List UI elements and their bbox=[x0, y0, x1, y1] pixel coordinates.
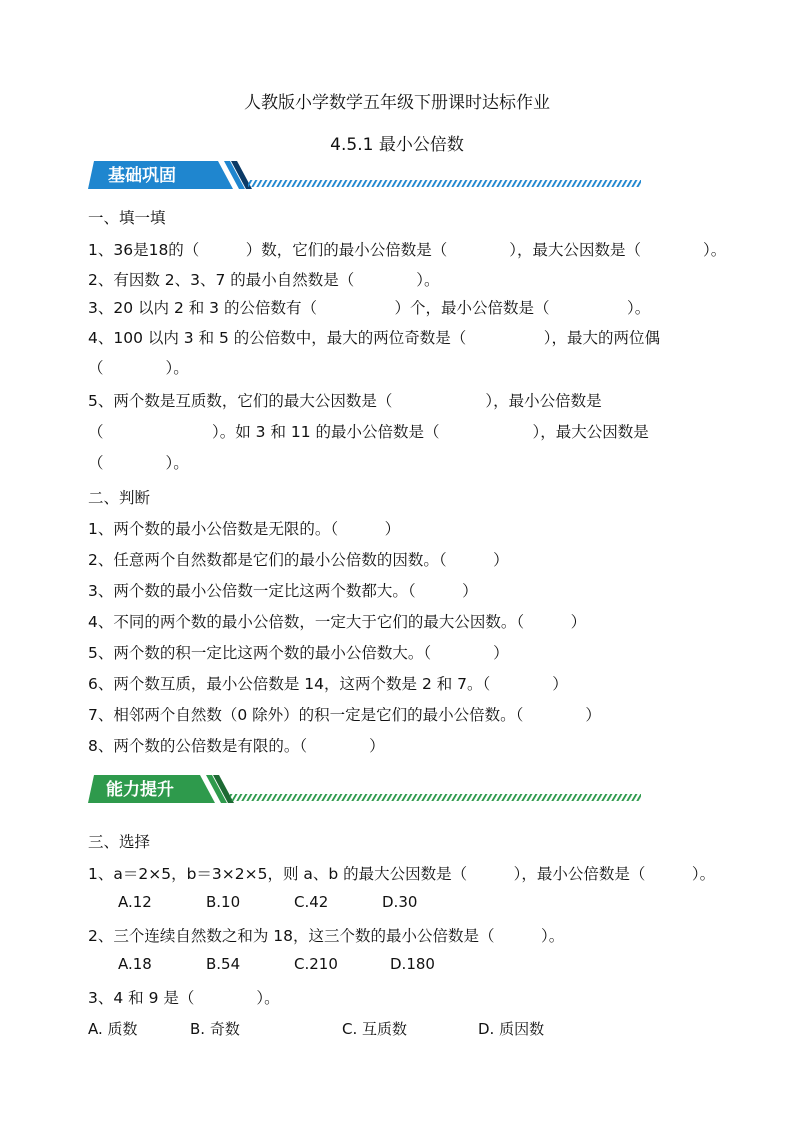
fill-question-4-line-2: （ ）。 bbox=[88, 359, 189, 377]
choice-3-option-b: B. 奇数 bbox=[190, 1020, 240, 1038]
fill-question-1: 1、36是18的（ ）数，它们的最小公倍数是（ ），最大公因数是（ ）。 bbox=[88, 241, 727, 259]
choice-question-3: 3、4 和 9 是（ ）。 bbox=[88, 989, 280, 1007]
section-choice-heading: 三、选择 bbox=[88, 833, 151, 851]
choice-1-option-c: C.42 bbox=[294, 893, 329, 911]
judge-item: 1、两个数的最小公倍数是无限的。（ ） bbox=[88, 520, 401, 538]
judge-item: 8、两个数的公倍数是有限的。（ ） bbox=[88, 737, 385, 755]
section-banner-ability bbox=[88, 772, 643, 806]
choice-3-option-a: A. 质数 bbox=[88, 1020, 138, 1038]
choice-2-option-c: C.210 bbox=[294, 955, 338, 973]
choice-question-2: 2、三个连续自然数之和为 18，这三个数的最小公倍数是（ ）。 bbox=[88, 927, 565, 945]
judge-item: 3、两个数的最小公倍数一定比这两个数都大。（ ） bbox=[88, 582, 478, 600]
section-banner-basic bbox=[88, 158, 643, 192]
choice-question-1: 1、a＝2×5，b＝3×2×5，则 a、b 的最大公因数是（ ），最小公倍数是（ ）。 bbox=[88, 865, 716, 883]
choice-2-option-b: B.54 bbox=[206, 955, 241, 973]
banner-basic-label: 基础巩固 bbox=[108, 166, 176, 186]
choice-3-option-d: D. 质因数 bbox=[478, 1020, 545, 1038]
judge-item: 7、相邻两个自然数（0 除外）的积一定是它们的最小公倍数。（ ） bbox=[88, 706, 601, 724]
choice-2-option-d: D.180 bbox=[390, 955, 435, 973]
judge-item: 4、不同的两个数的最小公倍数，一定大于它们的最大公因数。（ ） bbox=[88, 613, 587, 631]
judge-item: 6、两个数互质，最小公倍数是 14，这两个数是 2 和 7。（ ） bbox=[88, 675, 568, 693]
fill-question-3: 3、20 以内 2 和 3 的公倍数有（ ）个，最小公倍数是（ ）。 bbox=[88, 299, 651, 317]
judge-item: 5、两个数的积一定比这两个数的最小公倍数大。（ ） bbox=[88, 644, 509, 662]
fill-question-5-line-3: （ ）。 bbox=[88, 454, 189, 472]
choice-1-option-a: A.12 bbox=[118, 893, 152, 911]
choice-1-option-b: B.10 bbox=[206, 893, 241, 911]
choice-2-option-a: A.18 bbox=[118, 955, 152, 973]
section-judge-heading: 二、判断 bbox=[88, 489, 151, 507]
choice-1-option-d: D.30 bbox=[382, 893, 418, 911]
page-title: 人教版小学数学五年级下册课时达标作业 bbox=[244, 93, 550, 113]
banner-ability-label: 能力提升 bbox=[106, 780, 174, 800]
judge-item: 2、任意两个自然数都是它们的最小公倍数的因数。（ ） bbox=[88, 551, 509, 569]
fill-question-5-line-2: （ ）。如 3 和 11 的最小公倍数是（ ），最大公因数是 bbox=[88, 423, 649, 441]
section-fill-heading: 一、填一填 bbox=[88, 209, 166, 227]
fill-question-4-line-1: 4、100 以内 3 和 5 的公倍数中，最大的两位奇数是（ ），最大的两位偶 bbox=[88, 329, 661, 347]
choice-3-option-c: C. 互质数 bbox=[342, 1020, 408, 1038]
fill-question-5-line-1: 5、两个数是互质数，它们的最大公因数是（ ），最小公倍数是 bbox=[88, 392, 602, 410]
page-subtitle: 4.5.1 最小公倍数 bbox=[330, 135, 464, 155]
fill-question-2: 2、有因数 2、3、7 的最小自然数是（ ）。 bbox=[88, 271, 440, 289]
